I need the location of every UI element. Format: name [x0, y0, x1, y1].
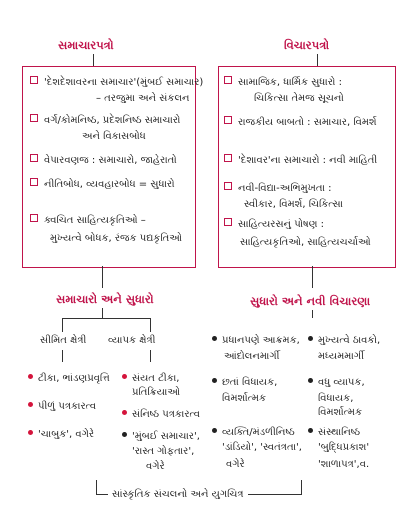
- connector: [62, 350, 63, 362]
- left-item-cont: અને વિકાસબોધ: [82, 131, 146, 142]
- bullet-icon: [212, 378, 217, 383]
- connector: [93, 54, 94, 66]
- bullet-icon: [308, 378, 313, 383]
- square-bullet-icon: [224, 154, 232, 162]
- limited-scope-label: સીમિત ક્ષેત્રી: [40, 335, 87, 346]
- connector: [102, 266, 103, 288]
- connector: [150, 318, 151, 332]
- square-bullet-icon: [30, 114, 38, 122]
- col3-item: છતાં વિધાયક,: [212, 376, 277, 390]
- bullet-icon: [28, 430, 33, 435]
- left-item: વર્ગ/કોમનિષ્ઠ, પ્રદેશનિષ્ઠ સમાચારો: [30, 114, 180, 128]
- col2-item: સંનિષ્ઠ પત્રકારત્વ: [122, 408, 200, 422]
- thought-journals-header: વિચારપત્રો: [284, 38, 330, 52]
- left-item: નીતિબોધ, વ્યવહારબોધ = સુધારો: [30, 178, 175, 192]
- col4-item: મુખ્યત્વે ઠાવકો,: [308, 334, 380, 348]
- square-bullet-icon: [224, 218, 232, 226]
- connector: [317, 54, 318, 66]
- square-bullet-icon: [30, 214, 38, 222]
- square-bullet-icon: [224, 182, 232, 190]
- col1-item: પીળું પત્રકારત્વ: [28, 400, 96, 414]
- right-item: નવી-વિદ્યા-અભિમુખતા :: [224, 182, 332, 196]
- col1-item: 'ચાબુક', વગેરે: [28, 428, 94, 442]
- col2-item: સંયત ટીકા,: [122, 372, 179, 386]
- col4-item-cont: 'બુદ્ધિપ્રકાશ': [318, 442, 370, 453]
- connector: [102, 308, 103, 318]
- connector: [150, 350, 151, 362]
- right-item: 'દેશાવર'ના સમાચારો : નવી માહિતી: [224, 154, 377, 168]
- col2-item: 'મુંબઈ સમાચાર',: [122, 430, 200, 444]
- connector: [62, 318, 63, 332]
- right-item-cont: સાહિત્યકૃતિઓ, સાહિત્યચર્ચાઓ: [240, 237, 371, 248]
- bullet-icon: [308, 336, 313, 341]
- wide-scope-label: વ્યાપક ક્ષેત્રી: [108, 335, 156, 346]
- connector: [62, 318, 150, 319]
- connector: [96, 480, 97, 494]
- col3-item-cont: આંદોલનમાર્ગી: [224, 351, 280, 362]
- newspapers-header: સમાચારપત્રો: [58, 38, 114, 52]
- col3-item: વ્યક્તિ/મંડળીનિષ્ઠ: [212, 426, 295, 440]
- left-item: ક્વચિત સાહિત્યકૃતિઓ –: [30, 214, 146, 228]
- col4-item-cont: વિધાયક,: [318, 393, 354, 404]
- right-item-cont: ચિકિત્સા તેમજ સૂચનો: [254, 93, 344, 104]
- cultural-movements-label: સાંસ્કૃતિક સંચલનો અને યુગચિત્ર: [108, 488, 248, 502]
- square-bullet-icon: [224, 76, 232, 84]
- left-item-cont: – તરજુમા અને સંકલન: [96, 93, 190, 104]
- col1-item: ટીકા, ભાંડણપ્રવૃત્તિ: [28, 372, 110, 386]
- bullet-icon: [308, 428, 313, 433]
- col4-item: વધુ વ્યાપક,: [308, 376, 365, 390]
- col3-item-cont: વિમર્શાત્મક: [222, 393, 267, 404]
- square-bullet-icon: [224, 116, 232, 124]
- col4-item-cont: વિમર્શાત્મક: [318, 407, 363, 418]
- square-bullet-icon: [30, 154, 38, 162]
- bullet-icon: [122, 410, 127, 415]
- col4-item-cont: 'શાળાપત્ર',વ.: [318, 459, 370, 470]
- left-item-cont: મુખ્યત્વે બોધક, રંજક પદ્યકૃતિઓ: [50, 233, 182, 244]
- right-item: સામાજિક, ધાર્મિક સુધારો :: [224, 76, 342, 90]
- col4-item: સંસ્થાનિષ્ઠ: [308, 426, 360, 440]
- bullet-icon: [122, 374, 127, 379]
- bullet-icon: [122, 432, 127, 437]
- bullet-icon: [28, 402, 33, 407]
- news-and-reform-heading: સમાચારો અને સુધારો: [56, 292, 154, 306]
- connector: [312, 266, 313, 288]
- col4-item-cont: મધ્યમમાર્ગી: [318, 351, 364, 362]
- bullet-icon: [212, 428, 217, 433]
- col3-item-cont: વગેરે: [226, 459, 245, 470]
- bullet-icon: [212, 336, 217, 341]
- left-item: 'દેશદેશાવરના સમાચાર'(મુંબઈ સમાચાર): [30, 76, 203, 90]
- square-bullet-icon: [30, 178, 38, 186]
- reform-and-new-thinking-heading: સુધારો અને નવી વિચારણા: [250, 294, 371, 308]
- col3-item-cont: 'ડાંડિયો', 'સ્વતંત્રતા',: [222, 442, 302, 453]
- left-item: વેપારવણજ : સમાચારો, જાહેરાતો: [30, 154, 177, 168]
- right-item: સાહિત્યરસનું પોષણ :: [224, 218, 324, 232]
- col2-item-cont: પ્રતિક્રિયાઓ: [132, 387, 181, 398]
- col3-item: પ્રધાનપણે આક્રમક,: [212, 334, 300, 348]
- right-item-cont: સ્વીકાર, વિમર્શ, ચિકિત્સા: [244, 199, 344, 210]
- right-item: રાજકીય બાબતો : સમાચાર, વિમર્શ: [224, 116, 377, 130]
- bullet-icon: [28, 374, 33, 379]
- connector: [312, 310, 313, 318]
- col2-item-cont: વગેરે: [146, 461, 165, 472]
- col2-item-cont: 'રાસ્ત ગોફતાર',: [132, 446, 195, 457]
- connector: [301, 480, 302, 494]
- square-bullet-icon: [30, 76, 38, 84]
